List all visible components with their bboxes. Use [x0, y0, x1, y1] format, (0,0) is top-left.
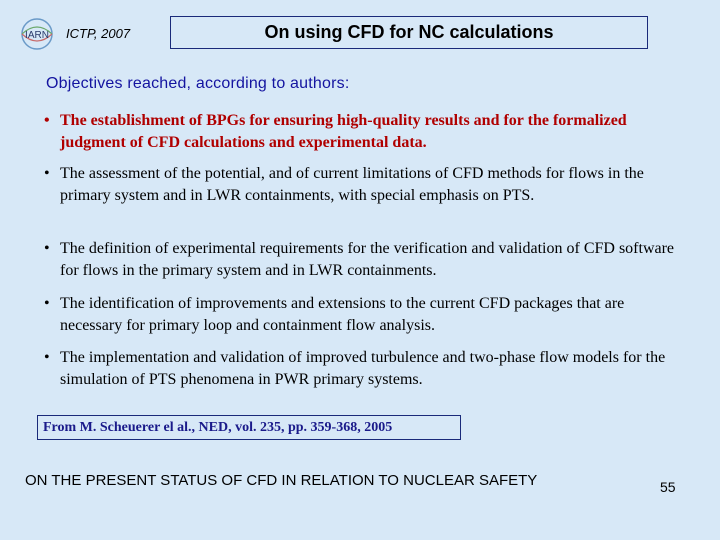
- bullet-text: The assessment of the potential, and of current limitations of CFD methods for flows in the primary system and in LWR containments, with special emphasis on PTS.: [60, 165, 644, 204]
- page-number: 55: [660, 479, 676, 495]
- bullet-dot: •: [44, 112, 50, 129]
- iarn-logo: [14, 16, 60, 52]
- bullet-item-2: [44, 163, 684, 207]
- bullet-dot: •: [44, 295, 50, 312]
- slide-title: [170, 16, 648, 49]
- bullet-dot: •: [44, 165, 50, 182]
- bullet-dot: •: [44, 349, 50, 366]
- bullet-item-4: [44, 293, 684, 337]
- bullet-item-5: [44, 347, 684, 391]
- bullet-item-3: [44, 238, 684, 282]
- bullet-text: The identification of improvements and extensions to the current CFD packages that are necessary for primary loop and containment flow analysis.: [60, 295, 625, 334]
- reference-citation: From M. Scheuerer el al., NED, vol. 235, pp. 359-368, 2005: [37, 415, 461, 440]
- bullet-item-1: [44, 110, 684, 154]
- bullet-text: The implementation and validation of improved turbulence and two-phase flow models for the simulation of PTS phenomena in PWR primary systems.: [60, 349, 666, 388]
- footer-title: ON THE PRESENT STATUS OF CFD IN RELATION TO NUCLEAR SAFETY: [25, 472, 538, 489]
- logo-text: IARN: [25, 30, 49, 41]
- bullet-dot: •: [44, 240, 50, 257]
- bullet-text: The establishment of BPGs for ensuring high-quality results and for the formalized judgment of CFD calculations and experimental data.: [60, 112, 627, 151]
- slide-title-text: On using CFD for NC calculations: [264, 22, 554, 42]
- objectives-heading: Objectives reached, according to authors:: [46, 75, 350, 92]
- conference-label: ICTP, 2007: [66, 26, 131, 41]
- bullet-text: The definition of experimental requirements for the verification and validation of CFD software for flows in the primary system and in LWR containments.: [60, 240, 675, 279]
